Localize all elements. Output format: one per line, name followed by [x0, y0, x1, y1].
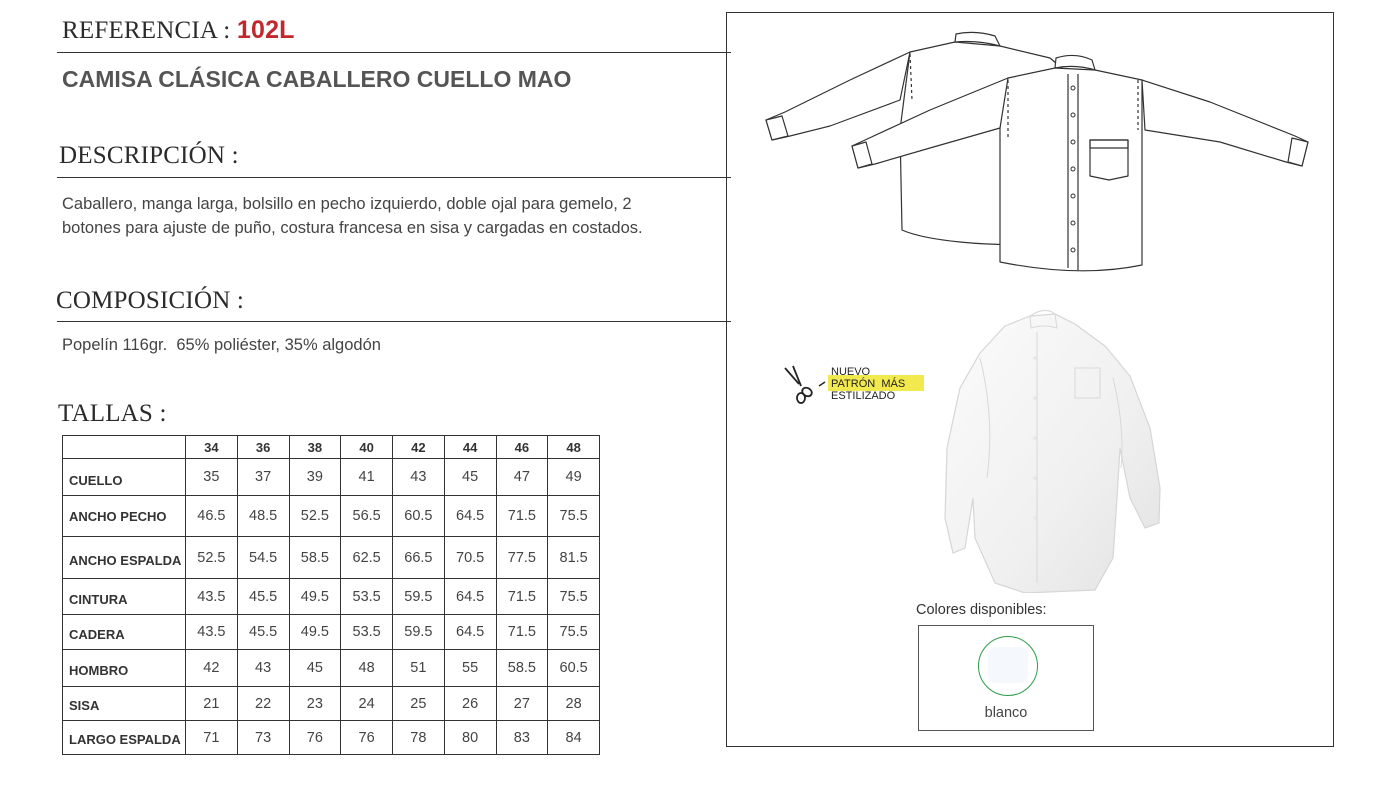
table-cell: 27	[496, 687, 548, 721]
composition-text: Popelín 116gr. 65% poliéster, 35% algodón	[62, 336, 381, 354]
color-swatch-blanco[interactable]	[978, 636, 1038, 696]
size-column-header: 46	[496, 436, 548, 459]
table-cell: 45	[444, 459, 496, 496]
table-cell: 49.5	[289, 579, 341, 615]
table-cell: 71	[186, 721, 238, 755]
badge-line-1: NUEVO	[831, 366, 871, 378]
description-rule	[57, 177, 731, 178]
color-name: blanco	[984, 705, 1028, 721]
shirt-technical-drawing	[750, 30, 1320, 280]
product-title: CAMISA CLÁSICA CABALLERO CUELLO MAO	[62, 66, 572, 92]
composition-heading: COMPOSICIÓN :	[56, 287, 245, 314]
table-cell: 46.5	[186, 496, 238, 537]
table-cell: 26	[444, 687, 496, 721]
table-cell: 56.5	[341, 496, 393, 537]
new-pattern-badge	[831, 366, 905, 402]
table-row	[63, 721, 600, 755]
table-cell: 66.5	[393, 537, 445, 579]
table-cell: 75.5	[548, 615, 600, 650]
table-cell: 49.5	[289, 615, 341, 650]
table-cell: 58.5	[289, 537, 341, 579]
table-row	[63, 615, 600, 650]
table-cell: 48	[341, 650, 393, 687]
table-cell: 28	[548, 687, 600, 721]
table-cell: 73	[237, 721, 289, 755]
reference-label: REFERENCIA :	[62, 17, 231, 44]
table-cell: 59.5	[393, 579, 445, 615]
reference-rule	[57, 52, 731, 53]
table-cell: 24	[341, 687, 393, 721]
table-cell: 37	[237, 459, 289, 496]
size-column-header: 48	[548, 436, 600, 459]
table-cell: 54.5	[237, 537, 289, 579]
sizes-heading: TALLAS :	[58, 400, 167, 427]
table-cell: 52.5	[186, 537, 238, 579]
table-cell: 77.5	[496, 537, 548, 579]
table-cell: 64.5	[444, 579, 496, 615]
table-cell: 35	[186, 459, 238, 496]
table-row	[63, 650, 600, 687]
reference-code: 102L	[236, 16, 295, 44]
table-cell: 64.5	[444, 615, 496, 650]
table-cell: 22	[237, 687, 289, 721]
table-cell: 23	[289, 687, 341, 721]
table-cell: 71.5	[496, 579, 548, 615]
row-label: LARGO ESPALDA	[63, 721, 186, 755]
table-cell: 41	[341, 459, 393, 496]
table-cell: 43	[237, 650, 289, 687]
colors-label: Colores disponibles:	[916, 602, 1047, 618]
table-cell: 48.5	[237, 496, 289, 537]
description-heading: DESCRIPCIÓN :	[59, 142, 239, 169]
table-cell: 43.5	[186, 615, 238, 650]
size-column-header: 44	[444, 436, 496, 459]
sizes-table	[62, 435, 600, 755]
table-cell: 62.5	[341, 537, 393, 579]
table-cell: 45.5	[237, 579, 289, 615]
row-label: ANCHO ESPALDA	[63, 537, 186, 579]
table-cell: 43.5	[186, 579, 238, 615]
table-cell: 81.5	[548, 537, 600, 579]
table-cell: 43	[393, 459, 445, 496]
size-column-header: 34	[186, 436, 238, 459]
sizes-header-row	[63, 436, 600, 459]
table-cell: 60.5	[393, 496, 445, 537]
size-column-header: 36	[237, 436, 289, 459]
table-cell: 52.5	[289, 496, 341, 537]
table-cell: 47	[496, 459, 548, 496]
table-cell: 45	[289, 650, 341, 687]
table-cell: 55	[444, 650, 496, 687]
row-label: ANCHO PECHO	[63, 496, 186, 537]
row-label: CUELLO	[63, 459, 186, 496]
table-cell: 51	[393, 650, 445, 687]
badge-line-2: PATRÓN MÁS	[831, 378, 906, 390]
table-cell: 75.5	[548, 496, 600, 537]
size-column-header: 40	[341, 436, 393, 459]
table-cell: 76	[289, 721, 341, 755]
table-row	[63, 496, 600, 537]
table-cell: 59.5	[393, 615, 445, 650]
table-row	[63, 687, 600, 721]
table-cell: 49	[548, 459, 600, 496]
table-cell: 53.5	[341, 579, 393, 615]
table-cell: 60.5	[548, 650, 600, 687]
badge-line-3: ESTILIZADO	[831, 390, 896, 402]
row-label: CADERA	[63, 615, 186, 650]
table-cell: 83	[496, 721, 548, 755]
table-row	[63, 459, 600, 496]
description-line-1: Caballero, manga larga, bolsillo en pecho izquierdo, doble ojal para gemelo, 2	[62, 195, 632, 213]
shirt-product-photo	[935, 298, 1175, 593]
table-cell: 53.5	[341, 615, 393, 650]
row-label: CINTURA	[63, 579, 186, 615]
table-cell: 64.5	[444, 496, 496, 537]
table-cell: 71.5	[496, 615, 548, 650]
table-cell: 71.5	[496, 496, 548, 537]
description-line-2: botones para ajuste de puño, costura francesa en sisa y cargadas en costados.	[62, 219, 643, 237]
table-cell: 21	[186, 687, 238, 721]
composition-rule	[57, 321, 731, 322]
table-cell: 45.5	[237, 615, 289, 650]
table-row	[63, 537, 600, 579]
table-cell: 78	[393, 721, 445, 755]
table-cell: 84	[548, 721, 600, 755]
size-column-header: 42	[393, 436, 445, 459]
scissors-icon	[783, 364, 827, 406]
table-cell: 70.5	[444, 537, 496, 579]
table-cell: 76	[341, 721, 393, 755]
size-column-header: 38	[289, 436, 341, 459]
description-text	[62, 192, 722, 240]
table-cell: 58.5	[496, 650, 548, 687]
row-label: SISA	[63, 687, 186, 721]
table-cell: 75.5	[548, 579, 600, 615]
row-label: HOMBRO	[63, 650, 186, 687]
table-cell: 25	[393, 687, 445, 721]
sizes-corner-cell	[63, 436, 186, 459]
swatch-fill	[988, 647, 1028, 683]
reference-heading	[62, 16, 295, 45]
table-cell: 42	[186, 650, 238, 687]
table-cell: 80	[444, 721, 496, 755]
table-cell: 39	[289, 459, 341, 496]
table-row	[63, 579, 600, 615]
